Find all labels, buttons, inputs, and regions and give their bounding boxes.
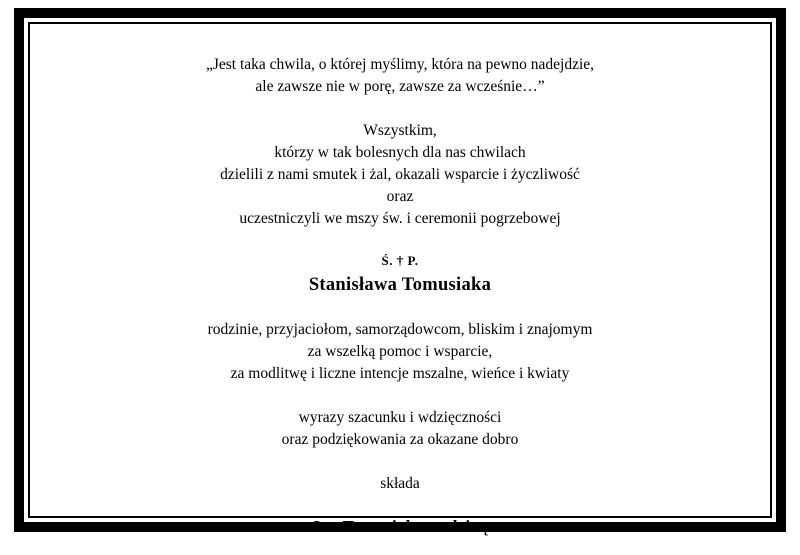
quote-line-1: „Jest taka chwila, o której myślimy, która na pewno nadejdzie,	[205, 56, 595, 73]
quote-block	[70, 54, 730, 98]
memorial-abbreviation: Ś. † P.	[381, 253, 419, 268]
respect-block	[70, 407, 730, 451]
thanks-line-3: za modlitwę i liczne intencje mszalne, wieńce i kwiaty	[230, 364, 570, 382]
intro-line-3: dzielili z nami smutek i żal, okazali wsparcie i życzliwość	[220, 166, 580, 183]
thanks-block	[70, 319, 730, 385]
signature-block	[70, 515, 730, 539]
closing-block	[70, 473, 730, 495]
closing-word: składa	[380, 474, 420, 492]
intro-line-2: którzy w tak bolesnych dla nas chwilach	[274, 144, 526, 161]
intro-line-1: Wszystkim,	[363, 122, 437, 139]
thanks-line-2: za wszelką pomoc i wsparcie,	[307, 342, 493, 360]
intro-block	[70, 120, 730, 230]
thanks-line-1: rodzinie, przyjaciołom, samorządowcom, bliskim i znajomym	[207, 320, 593, 338]
inner-frame	[28, 22, 772, 536]
quote-line-2: ale zawsze nie w porę, zawsze za wcześnie…”	[255, 78, 545, 95]
intro-line-4: oraz	[386, 188, 414, 205]
card-content	[70, 38, 730, 555]
signature-name: Jan Tomusiak z rodziną	[311, 516, 489, 536]
memorial-block	[70, 252, 730, 299]
respect-line-1: wyrazy szacunku i wdzięczności	[298, 408, 502, 426]
intro-line-5: uczestniczyli we mszy św. i ceremonii pogrzebowej	[239, 210, 561, 227]
respect-line-2: oraz podziękowania za okazane dobro	[281, 430, 519, 448]
mourning-border	[14, 8, 786, 536]
deceased-name: Stanisława Tomusiaka	[308, 275, 492, 296]
